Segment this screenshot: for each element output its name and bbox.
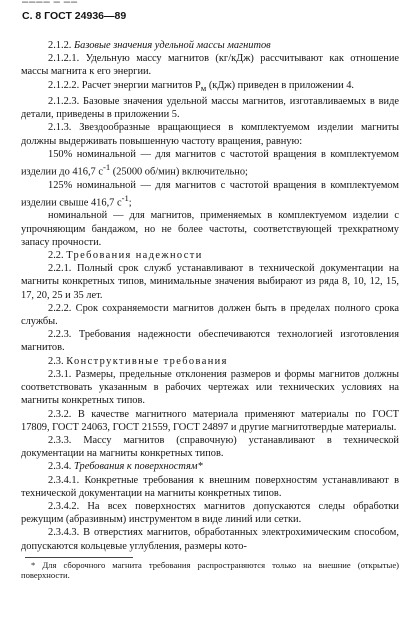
para-speed-150: 150% номинальной — для магнитов с частотой вращения в комплектуемом изделии до 416,7 $с^{-1}$ (25000 об/мин) включительно; (21, 148, 399, 178)
para-2-2-1: 2.2.1. Полный срок служб устанавливают в технической документации на магниты конкретных типов, минимальные значения выбирают из ряда 8, 10, 12, 15, 17, 20, 25 и 35 лет. (21, 263, 399, 301)
para-2-3-4-3: 2.3.4.3. В отверстиях магнитов, обработанных электрохимическим способом, допускаются кольцевые углубления, размеры кото- (21, 527, 399, 552)
para-speed-nominal: номинальной — для магнитов, применяемых в комплектуемом изделии с упрочняющим бандажом, но не более частоты, соответствующей трехкратному запасу прочности. (21, 210, 399, 248)
body-text (21, 39, 399, 581)
para-2-3-4-1: 2.3.4.1. Конкретные требования к внешним поверхностям устанавливают в технической документации на магниты конкретных типов. (21, 474, 399, 499)
section-2-2-heading: 2.2. Требования надежности (48, 250, 203, 262)
para-2-3-4-2: 2.3.4.2. На всех поверхностях магнитов допускаются следы обработки режущим (абразивным) инструментом в виде линий или сетки. (21, 500, 399, 526)
footnote: * Для сборочного магнита требования распространяются только на внешние (открытые) поверхности. (21, 559, 399, 581)
para-2-3-4: 2.3.4. Требования к поверхностям* (48, 461, 203, 473)
para-2-1-3: 2.1.3. Звездообразные вращающиеся в комплектуемом изделии магниты должны выдерживать повышенную частоту вращения, равную: (21, 122, 399, 147)
para-2-2-3: 2.2.3. Требования надежности обеспечиваются технологией изготовления магнитов. (21, 329, 399, 354)
para-2-3-2: 2.3.2. В качестве магнитного материала применяют материалы по ГОСТ 17809, ГОСТ 24063, ГОСТ 21559, ГОСТ 24897 и другие магнитотвердые материалы. (21, 408, 399, 433)
para-2-2-2: 2.2.2. Срок сохраняемости магнитов должен быть в пределах полного срока службы. (21, 302, 400, 328)
footnote-divider (25, 557, 133, 558)
page-header: С. 8 ГОСТ 24936—89 (22, 10, 127, 22)
para-2-1-2-3: 2.1.2.3. Базовые значения удельной массы магнитов, изготавливаемых в виде детали, приведены в приложении 5. (21, 95, 399, 121)
scan-artifact: ▔▔▔▔ ▔ ▔▔ (22, 2, 79, 11)
para-speed-125: 125% номинальной — для магнитов с частотой вращения в комплектуемом изделии свыше 416,7 $с^{-1}$; (21, 179, 399, 209)
para-2-1-2: 2.1.2. Базовые значения удельной массы магнитов (48, 40, 271, 51)
para-2-3-3: 2.3.3. Массу магнитов (справочную) устанавливают в технической документации на магниты конкретных типов. (21, 434, 399, 460)
para-2-3-1: 2.3.1. Размеры, предельные отклонения размеров и формы магнитов должны соответствовать указанным в рабочих чертежах или технических условиях на магниты конкретных типов. (21, 368, 399, 407)
para-2-1-2-1: 2.1.2.1. Удельную массу магнитов (кг/кДж) рассчитывают как отношение массы магнита к его энергии. (21, 53, 399, 78)
para-2-1-2-2: 2.1.2.2. Расчет энергии магнитов $Р_м$ (кДж) приведен в приложении 4. (48, 79, 355, 93)
section-2-3-heading: 2.3. Конструктивные требования (48, 355, 228, 367)
